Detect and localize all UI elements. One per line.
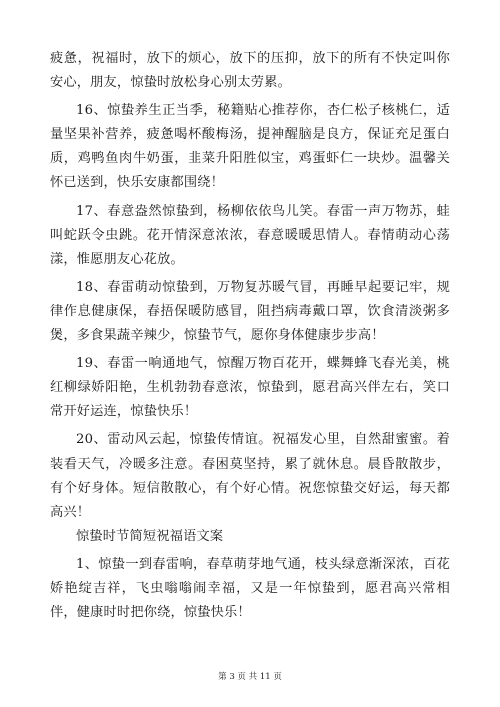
paragraph-19: 19、春雷一响通地气，惊醒万物百花开，蝶舞蜂飞春光美，桃红柳绿娇阳艳，生机勃勃春意浓，惊蛰到，愿君高兴伴左右，笑口常开好运连，惊蛰快乐！	[50, 356, 450, 420]
document-page	[50, 47, 450, 625]
section-paragraph-1: 1、惊蛰一到春雷响，春草萌芽地气通，枝头绿意渐深浓，百花娇艳绽吉祥，飞虫嗡嗡闹幸福，又是一年惊蛰到，愿君高兴常相伴，健康时时把你绕，惊蛰快乐！	[50, 556, 450, 621]
paragraph-16: 16、惊蛰养生正当季，秘籍贴心推荐你，杏仁松子核桃仁，适量坚果补营养，疲惫喝杯酸梅汤，提神醒脑是良方，保证充足蛋白质，鸡鸭鱼肉牛奶蛋，韭菜升阳胜似宝，鸡蛋虾仁一块炒。温馨关怀已送到，快乐安康都围绕！	[50, 103, 450, 191]
section-heading: 惊蛰时节简短祝福语文案	[76, 528, 224, 544]
page-footer: 第 3 页 共 11 页	[218, 672, 282, 682]
paragraph-18: 18、春雷萌动惊蛰到，万物复苏暖气冒，再睡早起要记牢，规律作息健康保，春捂保暖防感冒，阻挡病毒戴口罩，饮食清淡粥多煲，多食果蔬辛辣少，惊蛰节气，愿你身体健康步步高！	[50, 279, 450, 344]
paragraph-20: 20、雷动风云起，惊蛰传情谊。祝福发心里，自然甜蜜蜜。着装看天气，冷暖多注意。春困莫坚持，累了就休息。晨昏散散步，有个好身体。短信散散心，有个好心情。祝您惊蛰交好运，每天都高兴！	[50, 432, 450, 520]
paragraph-continuation: 疲惫，祝福时，放下的烦心，放下的压抑，放下的所有不快定叫你安心，朋友，惊蛰时放松身心别太劳累。	[50, 51, 450, 91]
paragraph-17: 17、春意盎然惊蛰到，杨柳依依鸟儿笑。春雷一声万物苏，蛙叫蛇跃令虫跳。花开情深意浓浓，春意暖暖思情人。春情萌动心荡漾，惟愿朋友心花放。	[50, 203, 450, 267]
